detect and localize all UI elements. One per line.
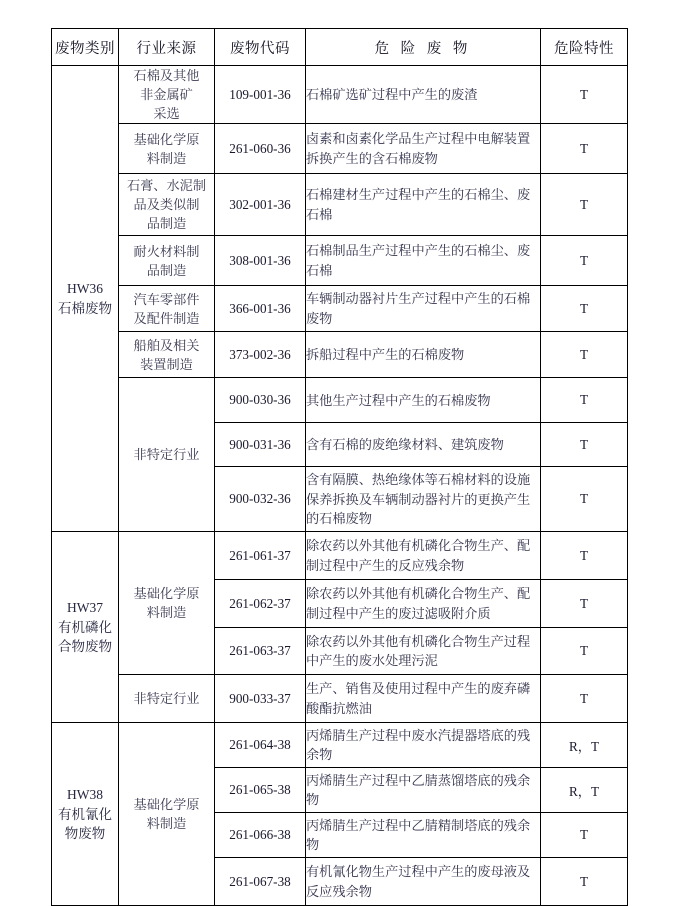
industry-line2: 料制造 — [146, 605, 187, 621]
category-label-line2: 有机磷化 — [58, 619, 112, 635]
hazard-property: T — [541, 423, 628, 467]
hazardous-waste-description: 拆船过程中产生的石棉废物 — [306, 332, 541, 378]
industry-line1: 船舶及相关 — [133, 337, 200, 353]
hazardous-waste-description: 含有隔膜、热绝缘体等石棉材料的设施保养拆换及车辆制动器衬片的更换产生的石棉废物 — [306, 467, 541, 532]
hazard-property: T — [541, 580, 628, 628]
waste-code: 373-002-36 — [215, 332, 306, 378]
industry-line3: 采选 — [153, 106, 180, 122]
industry-source — [119, 332, 215, 378]
waste-category-hw38 — [52, 723, 119, 906]
hazard-property: T — [541, 174, 628, 236]
hazard-property: T — [541, 236, 628, 286]
waste-code: 261-062-37 — [215, 580, 306, 628]
waste-code: 261-060-36 — [215, 124, 306, 174]
category-label-line2: 有机氰化 — [58, 806, 112, 822]
hazardous-waste-description: 除农药以外其他有机磷化合物生产、配制过程中产生的反应残余物 — [306, 532, 541, 580]
industry-line2: 非金属矿 — [140, 87, 193, 103]
industry-line2: 及配件制造 — [133, 310, 200, 326]
table-header — [52, 29, 628, 66]
waste-code: 261-064-38 — [215, 723, 306, 768]
hazardous-waste-description: 其他生产过程中产生的石棉废物 — [306, 378, 541, 423]
column-header-hazardous-waste: 危 险 废 物 — [306, 29, 541, 66]
industry-line1: 石棉及其他 — [133, 68, 200, 83]
industry-line2: 品制造 — [146, 262, 187, 278]
industry-line2: 料制造 — [146, 150, 187, 166]
industry-line2: 料制造 — [146, 816, 187, 832]
category-label-line2: 石棉废物 — [58, 300, 112, 316]
industry-line1: 耐火材料制 — [133, 243, 200, 259]
waste-category-hw36 — [52, 66, 119, 532]
column-header-industry-source: 行业来源 — [119, 29, 215, 66]
waste-code: 900-032-36 — [215, 467, 306, 532]
waste-code: 900-033-37 — [215, 675, 306, 723]
hazard-property: T — [541, 378, 628, 423]
column-header-waste-category: 废物类别 — [52, 29, 119, 66]
category-label-line1: HW38 — [67, 787, 103, 803]
table-row — [52, 236, 628, 286]
hazard-property: R，T — [541, 768, 628, 813]
industry-line1: 基础化学原 — [133, 131, 200, 147]
waste-code: 261-067-38 — [215, 858, 306, 906]
category-label-line3: 合物废物 — [58, 639, 112, 655]
hazardous-waste-description: 含有石棉的废绝缘材料、建筑废物 — [306, 423, 541, 467]
industry-source — [119, 124, 215, 174]
industry-source — [119, 286, 215, 332]
waste-category-hw37 — [52, 532, 119, 723]
table-row — [52, 124, 628, 174]
table-row — [52, 66, 628, 124]
table-row — [52, 286, 628, 332]
hazard-property: T — [541, 813, 628, 858]
category-label-line3: 物废物 — [64, 826, 106, 842]
industry-source — [119, 66, 215, 124]
industry-source: 非特定行业 — [119, 675, 215, 723]
hazardous-waste-description: 除农药以外其他有机磷化合物生产过程中产生的废水处理污泥 — [306, 628, 541, 675]
hazardous-waste-description: 石棉矿选矿过程中产生的废渣 — [306, 66, 541, 124]
hazardous-waste-description: 丙烯腈生产过程中乙腈精制塔底的残余物 — [306, 813, 541, 858]
table-row — [52, 723, 628, 768]
waste-code: 261-061-37 — [215, 532, 306, 580]
category-label-line1: HW36 — [67, 281, 103, 297]
waste-code: 308-001-36 — [215, 236, 306, 286]
hazard-property: T — [541, 675, 628, 723]
hazardous-waste-description: 石棉制品生产过程中产生的石棉尘、废石棉 — [306, 236, 541, 286]
waste-code: 261-063-37 — [215, 628, 306, 675]
hazard-property: T — [541, 858, 628, 906]
industry-line2: 品及类似制 — [133, 197, 200, 213]
hazardous-waste-table — [51, 28, 628, 906]
hazardous-waste-description: 有机氰化物生产过程中产生的废母液及反应残余物 — [306, 858, 541, 906]
table-body — [52, 66, 628, 906]
hazardous-waste-description: 除农药以外其他有机磷化合物生产、配制过程中产生的废过滤吸附介质 — [306, 580, 541, 628]
table-row — [52, 675, 628, 723]
waste-code: 900-031-36 — [215, 423, 306, 467]
waste-code: 366-001-36 — [215, 286, 306, 332]
column-header-hazard-property: 危险特性 — [541, 29, 628, 66]
waste-code: 900-030-36 — [215, 378, 306, 423]
industry-line1: 石膏、水泥制 — [126, 178, 207, 194]
industry-source — [119, 236, 215, 286]
hazardous-waste-description: 丙烯腈生产过程中乙腈蒸馏塔底的残余物 — [306, 768, 541, 813]
industry-line2: 装置制造 — [140, 356, 193, 372]
hazardous-waste-description: 生产、销售及使用过程中产生的废弃磷酸酯抗燃油 — [306, 675, 541, 723]
hazard-property: T — [541, 286, 628, 332]
header-row — [52, 29, 628, 66]
hazardous-waste-description: 车辆制动器衬片生产过程中产生的石棉废物 — [306, 286, 541, 332]
table-row — [52, 174, 628, 236]
industry-source — [119, 174, 215, 236]
hazardous-waste-description: 石棉建材生产过程中产生的石棉尘、废石棉 — [306, 174, 541, 236]
industry-line1: 基础化学原 — [133, 797, 200, 813]
waste-code: 261-065-38 — [215, 768, 306, 813]
hazard-property: T — [541, 628, 628, 675]
waste-code: 261-066-38 — [215, 813, 306, 858]
industry-line3: 品制造 — [146, 216, 187, 232]
hazard-property: T — [541, 532, 628, 580]
hazard-property: R，T — [541, 723, 628, 768]
hazard-property: T — [541, 332, 628, 378]
industry-line1: 基础化学原 — [133, 586, 200, 602]
waste-code: 302-001-36 — [215, 174, 306, 236]
hazard-property: T — [541, 66, 628, 124]
column-header-waste-code: 废物代码 — [215, 29, 306, 66]
table-row — [52, 332, 628, 378]
hazardous-waste-description: 卤素和卤素化学品生产过程中电解装置拆换产生的含石棉废物 — [306, 124, 541, 174]
industry-source: 非特定行业 — [119, 378, 215, 532]
industry-line1: 汽车零部件 — [133, 291, 200, 307]
table-row — [52, 532, 628, 580]
table-row — [52, 378, 628, 423]
industry-source — [119, 723, 215, 906]
hazard-property: T — [541, 467, 628, 532]
hazard-property: T — [541, 124, 628, 174]
category-label-line1: HW37 — [67, 600, 103, 616]
hazardous-waste-description: 丙烯腈生产过程中废水汽提器塔底的残余物 — [306, 723, 541, 768]
waste-code: 109-001-36 — [215, 66, 306, 124]
industry-source — [119, 532, 215, 675]
